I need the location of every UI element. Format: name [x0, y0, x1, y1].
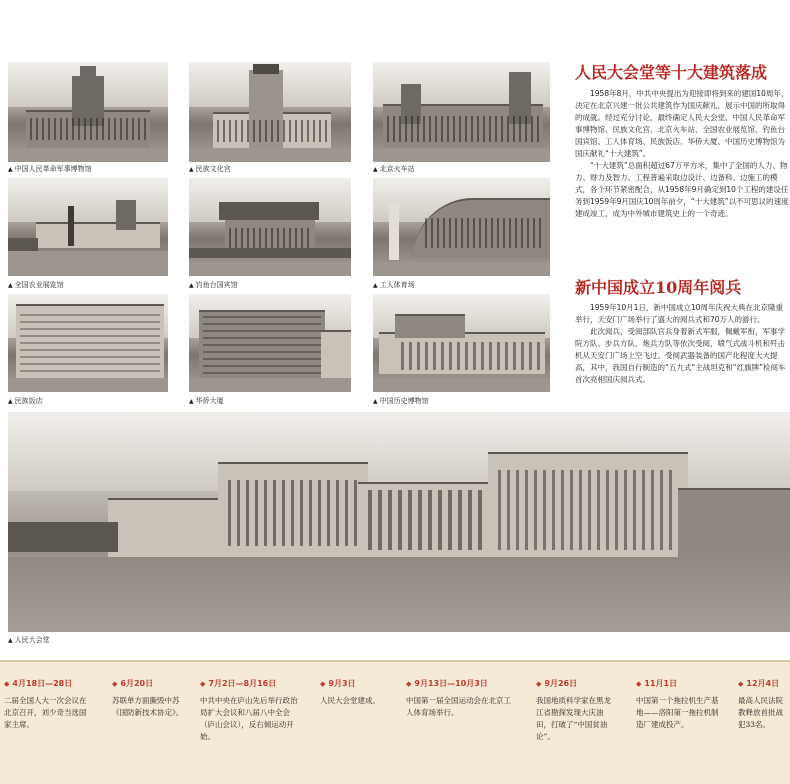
photo-history-museum: [373, 294, 550, 392]
timeline-item: [738, 678, 790, 731]
diamond-icon: ◆: [4, 680, 10, 688]
photo-ethnic-culture-palace: [189, 62, 351, 162]
timeline-item: [636, 678, 720, 731]
section-paragraph: 1959年10月1日，新中国成立10周年庆祝大典在北京隆重举行，天安门广场举行了盛大的阅兵式和70万人的游行。: [575, 303, 783, 324]
photo-caption: ▲ 民族饭店: [8, 397, 43, 405]
timeline-item: [4, 678, 92, 731]
photo-caption: ▲ 北京火车站: [373, 165, 415, 173]
diamond-icon: ◆: [536, 680, 542, 688]
photo-workers-stadium: [373, 178, 550, 276]
timeline-date: 12月4日: [746, 679, 780, 688]
photo-caption: ▲ 民族文化宫: [189, 165, 231, 173]
photo-caption: ▲ 钓鱼台国宾馆: [189, 281, 238, 289]
section-paragraph: 此次阅兵，受阅部队官兵身着新式军服，佩戴军衔，军事学院方队、步兵方队、炮兵方队等依次受阅，喷气式战斗机和歼击机从天安门广场上空飞过。受阅武器装备的国产化程度大大提高，其中，我国自行制造的“五九式”主战坦克和“红旗牌”检阅车首次亮相国庆阅兵式。: [575, 327, 786, 384]
timeline-text: 最高人民法院教释放首批战犯33名。: [738, 696, 783, 729]
timeline-date: 11月1日: [644, 679, 678, 688]
timeline-date: 7月2日—8月16日: [208, 679, 277, 688]
timeline-item: [200, 678, 300, 743]
timeline-date: 9月13日—10月3日: [414, 679, 488, 688]
timeline-item: [112, 678, 184, 719]
photo-overseas-chinese-mansion: [189, 294, 351, 392]
diamond-icon: ◆: [200, 680, 206, 688]
timeline: [0, 660, 790, 784]
photo-caption: ▲ 全国农业展览馆: [8, 281, 64, 289]
diamond-icon: ◆: [636, 680, 642, 688]
section-title: 人民大会堂等十大建筑落成: [575, 63, 768, 82]
section-body: [575, 302, 790, 398]
section-paragraph: 1958年8月，中共中央提出为迎接即将到来的建国10周年，决定在北京兴建一批公共建筑作为国庆献礼，展示中国的所取得的成就。经过充分讨论，最终确定人民大会堂、中国人民革命军事博物馆、民族文化宫、北京火车站、全国农业展览馆、钓鱼台国宾馆、工人体育场、民族饭店、华侨大厦、中国历史博物馆为国庆献礼“十大建筑”。: [575, 89, 789, 158]
photo-minzu-hotel: [8, 294, 168, 392]
section-title: 新中国成立10周年阅兵: [575, 278, 742, 297]
section-body: [575, 88, 790, 240]
diamond-icon: ◆: [112, 680, 118, 688]
timeline-item: [320, 678, 390, 707]
photo-caption: ▲ 工人体育场: [373, 281, 415, 289]
timeline-date: 6月20日: [120, 679, 154, 688]
photo-caption: ▲ 华侨大厦: [189, 397, 224, 405]
timeline-text: 我国地质科学家在黑龙江省勘探发现大庆油田，打破了“中国贫油论”。: [536, 696, 611, 741]
photo-caption: ▲ 人民大会堂: [8, 636, 50, 644]
timeline-text: 中国第一个拖拉机生产基地——洛阳第一拖拉机制造厂建成投产。: [636, 696, 719, 729]
timeline-text: 二届全国人大一次会议在北京召开，刘少奇当选国家主席。: [4, 696, 87, 729]
diamond-icon: ◆: [738, 680, 744, 688]
timeline-divider: [0, 660, 790, 662]
photo-caption: ▲ 中国人民革命军事博物馆: [8, 165, 92, 173]
timeline-item: [536, 678, 618, 743]
photo-military-museum: [8, 62, 168, 162]
diamond-icon: ◆: [320, 680, 326, 688]
timeline-date: 9月3日: [328, 679, 356, 688]
diamond-icon: ◆: [406, 680, 412, 688]
timeline-text: 苏联单方面撕毁中苏《国防新技术协定》。: [112, 696, 184, 717]
timeline-date: 9月26日: [544, 679, 578, 688]
timeline-item: [406, 678, 518, 719]
timeline-text: 中共中央在庐山先后举行政治局扩大会议和八届八中全会（庐山会议），反右倾运动开始。: [200, 696, 298, 741]
timeline-text: 中国第一届全国运动会在北京工人体育场举行。: [406, 696, 511, 717]
section-paragraph: “十大建筑”总面积超过67万平方米，集中了全国的人力、物力、财力及智力。工程普遍采取边设计、边备料、边施工的模式，各个环节紧密配合，从1958年9月确定到10个工程的建设任务到1959年9月国庆10周年前夕，“十大建筑”以不可思议的速度建成竣工，成为中外城市建筑史上的一个奇迹。: [575, 161, 789, 218]
photo-beijing-railway-station: [373, 62, 550, 162]
photo-caption: ▲ 中国历史博物馆: [373, 397, 429, 405]
timeline-date: 4月18日—28日: [12, 679, 73, 688]
photo-diaoyutai-guesthouse: [189, 178, 351, 276]
photo-agricultural-exhibition: [8, 178, 168, 276]
photo-great-hall-of-the-people: [8, 412, 790, 632]
timeline-text: 人民大会堂建成。: [320, 696, 380, 705]
